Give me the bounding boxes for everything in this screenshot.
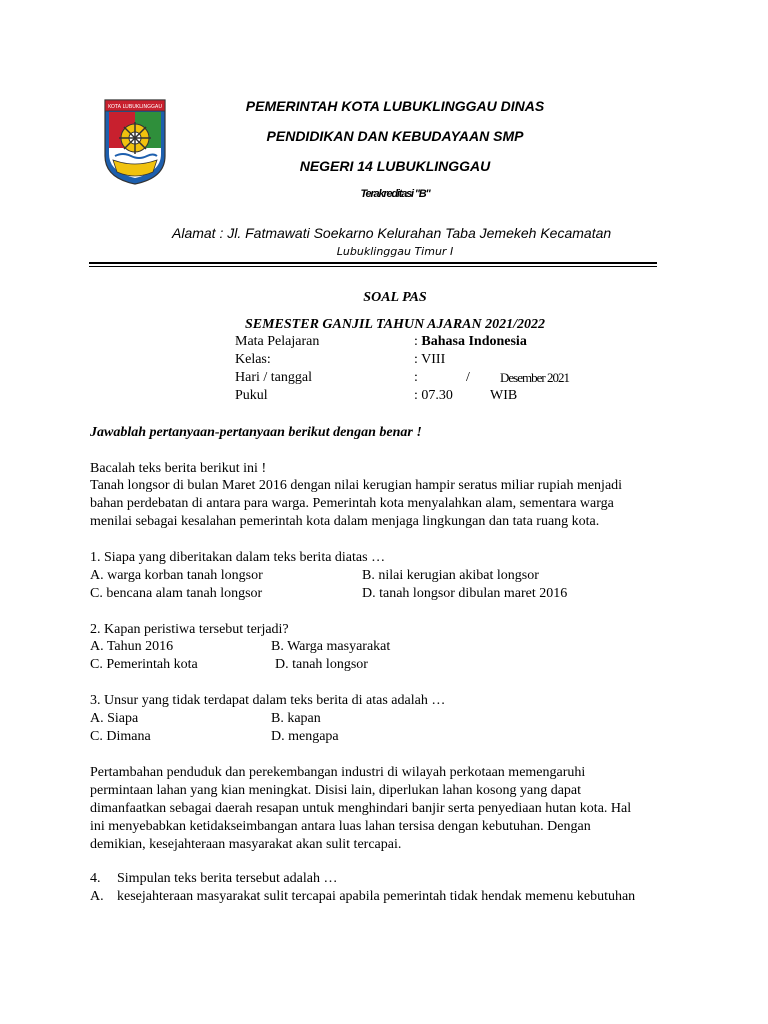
question-2-option-d: D. tanah longsor bbox=[275, 657, 368, 672]
address-line-2: Lubuklinggau Timur I bbox=[336, 245, 454, 258]
question-1-text: 1. Siapa yang diberitakan dalam teks berita diatas … bbox=[90, 550, 386, 565]
exam-subtitle: SEMESTER GANJIL TAHUN AJARAN 2021/2022 bbox=[244, 317, 546, 332]
passage-2-line: ini menyebabkan ketidakseimbangan antara luas lahan tersisa dengan kebutuhan. Dengan bbox=[90, 819, 591, 834]
question-4-number: 4. bbox=[90, 871, 101, 886]
field-value-date-month: Desember 2021 bbox=[500, 370, 569, 385]
question-4-option-a: kesejahteraan masyarakat sulit tercapai apabila pemerintah tidak hendak memenu kebutuhan bbox=[117, 889, 636, 904]
question-1-option-d: D. tanah longsor dibulan maret 2016 bbox=[362, 586, 568, 601]
question-3-option-c: C. Dimana bbox=[90, 729, 151, 744]
instruction-text: Jawablah pertanyaan-pertanyaan berikut dengan benar ! bbox=[90, 425, 422, 440]
field-value-time-unit: WIB bbox=[490, 388, 518, 403]
passage-1-line: bahan perdebatan di antara para warga. Pemerintah kota menyalahkan alam, sementara warga bbox=[90, 496, 614, 511]
passage-2-line: permintaan lahan yang kian meningkat. Disisi lain, diperlukan lahan kosong yang dapat bbox=[90, 783, 582, 798]
passage-1-line: Tanah longsor di bulan Maret 2016 dengan nilai kerugian hampir seratus miliar rupiah menjadi bbox=[90, 478, 623, 493]
field-label-subject: Mata Pelajaran bbox=[235, 334, 320, 349]
field-value-date-slash: / bbox=[466, 370, 470, 385]
field-label-date: Hari / tanggal bbox=[235, 370, 312, 385]
question-1-option-a: A. warga korban tanah longsor bbox=[90, 568, 263, 583]
header-line-1: PEMERINTAH KOTA LUBUKLINGGAU DINAS bbox=[245, 98, 545, 114]
accreditation-label: Terakreditasi "B" bbox=[360, 188, 430, 200]
field-value-class: : VIII bbox=[414, 352, 446, 367]
header-line-2: PENDIDIKAN DAN KEBUDAYAAN SMP bbox=[266, 128, 524, 144]
question-4-text: Simpulan teks berita tersebut adalah … bbox=[117, 871, 338, 886]
question-3-text: 3. Unsur yang tidak terdapat dalam teks berita di atas adalah … bbox=[90, 693, 446, 708]
question-2-option-c: C. Pemerintah kota bbox=[90, 657, 198, 672]
question-1-option-b: B. nilai kerugian akibat longsor bbox=[362, 568, 539, 583]
question-3-option-b: B. kapan bbox=[271, 711, 321, 726]
passage-2-line: Pertambahan penduduk dan perekembangan industri di wilayah perkotaan memengaruhi bbox=[90, 765, 586, 780]
question-2-option-a: A. Tahun 2016 bbox=[90, 639, 174, 654]
passage-1-line: menilai sebagai kesalahan pemerintah kota dalam menjaga lingkungan dan tata ruang kota. bbox=[90, 514, 600, 529]
exam-title: SOAL PAS bbox=[363, 290, 427, 305]
header-line-3: NEGERI 14 LUBUKLINGGAU bbox=[299, 158, 491, 174]
address-line: Alamat : Jl. Fatmawati Soekarno Kelurahan Taba Jemekeh Kecamatan bbox=[172, 225, 612, 241]
field-label-class: Kelas: bbox=[235, 352, 271, 367]
question-2-option-b: B. Warga masyarakat bbox=[271, 639, 391, 654]
field-value-time: : 07.30 bbox=[414, 388, 453, 403]
passage-1-intro: Bacalah teks berita berikut ini ! bbox=[90, 461, 267, 476]
field-value-date-colon: : bbox=[414, 370, 418, 385]
question-4-option-a-letter: A. bbox=[90, 889, 104, 904]
logo-banner-text: KOTA LUBUKLINGGAU bbox=[107, 104, 163, 110]
question-1-option-c: C. bencana alam tanah longsor bbox=[90, 586, 263, 601]
question-2-text: 2. Kapan peristiwa tersebut terjadi? bbox=[90, 622, 289, 637]
question-3-option-d: D. mengapa bbox=[271, 729, 339, 744]
field-label-time: Pukul bbox=[235, 388, 268, 403]
question-3-option-a: A. Siapa bbox=[90, 711, 139, 726]
header-divider-thick bbox=[89, 262, 657, 264]
field-value-subject: : Bahasa Indonesia bbox=[414, 334, 527, 349]
passage-2-line: dimanfaatkan sebagai daerah resapan untuk menghindari banjir serta penyediaan hutan kota. Hal bbox=[90, 801, 632, 816]
passage-2-line: demikian, kesejahteraan masyarakat akan sulit tercapai. bbox=[90, 837, 402, 852]
header-divider-thin bbox=[89, 266, 657, 267]
